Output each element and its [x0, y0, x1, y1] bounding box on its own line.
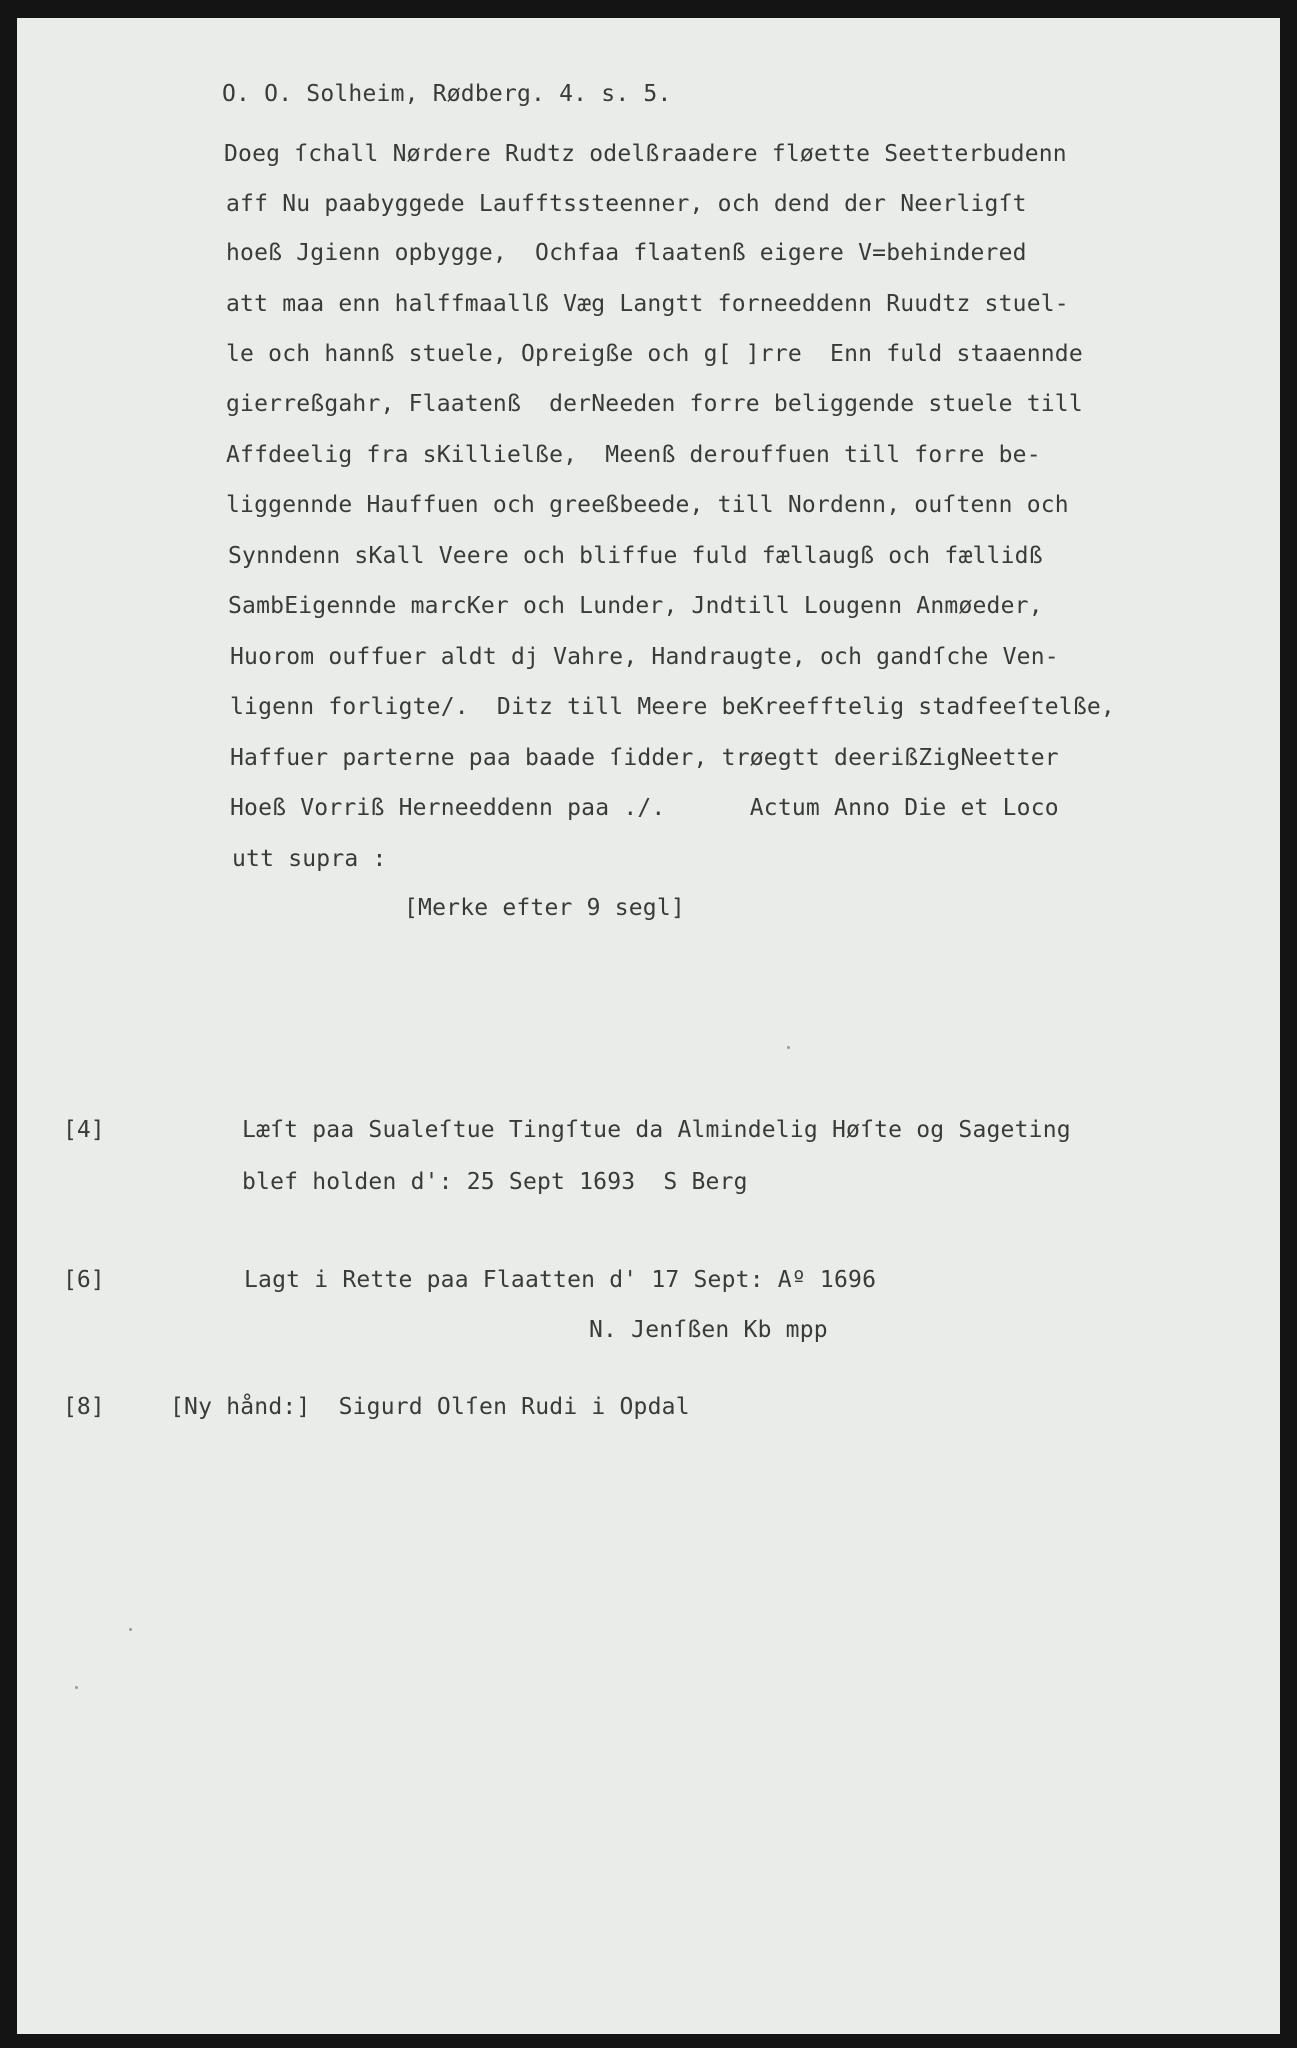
entry-4-line-1: Læſt paa Sualeſtue Tingſtue da Almindelig Høſte og Sageting: [242, 1117, 1071, 1143]
body-line-4: att maa enn halffmaallß Væg Langtt forneeddenn Ruudtz stuel-: [226, 291, 1069, 317]
body-line-6: gierreßgahr, Flaatenß derNeeden forre beliggende stuele till: [226, 391, 1083, 417]
entry-marker-8: [8]: [63, 1394, 105, 1420]
body-line-1: Doeg ſchall Nørdere Rudtz odelßraadere fløette Seetterbudenn: [224, 141, 1067, 167]
paper-speck: [75, 1686, 78, 1689]
document-header: O. O. Solheim, Rødberg. 4. s. 5.: [222, 81, 672, 107]
body-line-5: le och hannß stuele, Opreigße och g[ ]rre Enn fuld staaennde: [226, 341, 1083, 367]
entry-marker-6: [6]: [63, 1267, 105, 1293]
entry-8-line-1: [Ny hånd:] Sigurd Olſen Rudi i Opdal: [170, 1394, 690, 1420]
entry-marker-4: [4]: [63, 1117, 105, 1143]
body-line-10: SambEigennde marcKer och Lunder, Jndtill Lougenn Anmøeder,: [228, 593, 1043, 619]
body-line-15: utt supra :: [232, 846, 387, 872]
body-line-8: liggennde Hauffuen och greeßbeede, till Nordenn, ouſtenn och: [226, 492, 1069, 518]
body-line-14: Hoeß Vorriß Herneeddenn paa ./. Actum Anno Die et Loco: [230, 795, 1059, 821]
document-page: [17, 18, 1280, 2034]
body-line-11: Huorom ouffuer aldt dj Vahre, Handraugte, och gandſche Ven-: [230, 644, 1059, 670]
entry-6-line-2: N. Jenſßen Kb mpp: [589, 1317, 828, 1343]
body-line-12: ligenn forligte/. Ditz till Meere beKreefftelig stadfeeſtelße,: [230, 694, 1115, 720]
paper-speck: [787, 1046, 790, 1049]
body-line-2: aff Nu paabyggede Laufftssteenner, och dend der Neerligſt: [226, 191, 1027, 217]
paper-speck: [129, 1628, 132, 1631]
body-line-3: hoeß Jgienn opbygge, Ochfaa flaatenß eigere V=behindered: [226, 240, 1027, 266]
seal-note: [Merke efter 9 segl]: [404, 895, 685, 921]
entry-6-line-1: Lagt i Rette paa Flaatten d' 17 Sept: Aº 1696: [244, 1267, 877, 1293]
body-line-13: Haffuer parterne paa baade ſidder, trøegtt deerißZigNeetter: [230, 745, 1059, 771]
body-line-7: Affdeelig fra sKillielße, Meenß derouffuen till forre be-: [226, 442, 1041, 468]
body-line-9: Synndenn sKall Veere och bliffue fuld fællaugß och fællidß: [228, 543, 1043, 569]
entry-4-line-2: blef holden d': 25 Sept 1693 S Berg: [242, 1169, 748, 1195]
